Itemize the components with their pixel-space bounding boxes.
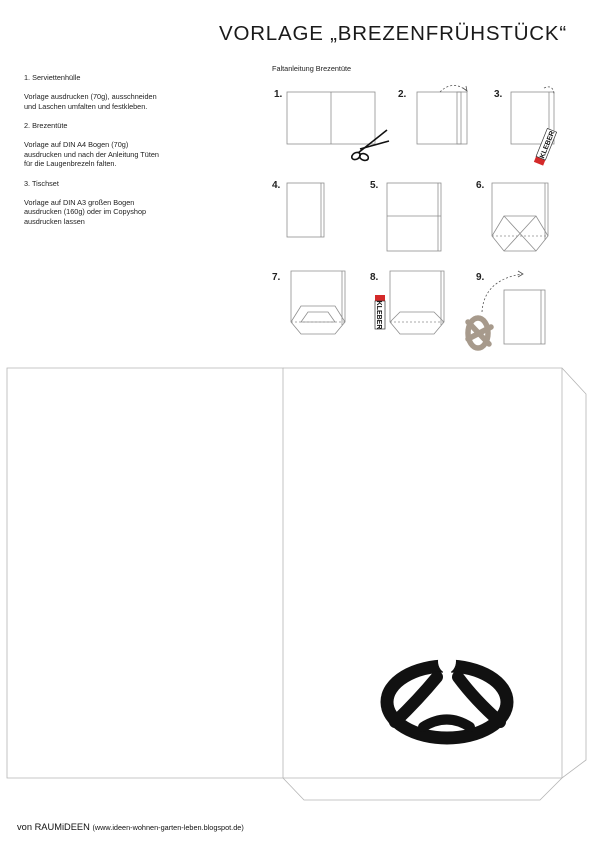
napkin-sleeve-template [7, 368, 586, 800]
pretzel-logo-icon [387, 649, 507, 738]
step-6-sheet [492, 183, 548, 251]
step-number-4: 4. [272, 180, 281, 191]
footer-brand: RAUMiDEEN [34, 822, 90, 832]
scissors-icon [351, 130, 389, 162]
step-9-bag [482, 271, 545, 344]
footer-url[interactable]: (www.ideen-wohnen-garten-leben.blogspot.de) [92, 823, 244, 832]
step-number-2: 2. [398, 89, 407, 100]
glue-stick-icon [375, 295, 385, 329]
pretzel-icon [468, 318, 491, 348]
instruction-heading: 2. Brezentüte [24, 120, 68, 130]
glue-label: KLEBER [375, 300, 382, 330]
instruction-body: Vorlage auf DIN A3 großen Bogen ausdrucken (160g) oder im Copyshop ausdrucken lassen [24, 197, 147, 226]
page-title: VORLAGE „BREZENFRÜHSTÜCK“ [218, 22, 567, 45]
instruction-heading: 1. Serviettenhülle [24, 73, 81, 82]
step-7-sheet [291, 271, 345, 334]
step-number-5: 5. [370, 180, 379, 191]
step-number-7: 7. [272, 272, 281, 283]
step-2-sheet [417, 85, 467, 144]
step-number-9: 9. [476, 272, 485, 283]
step-8-sheet [390, 271, 444, 334]
footer-brand-prefix: von [17, 822, 35, 832]
step-number-8: 8. [370, 272, 379, 283]
footer [17, 822, 244, 832]
step-number-6: 6. [476, 180, 485, 191]
step-number-1: 1. [274, 89, 283, 100]
step-number-3: 3. [494, 89, 503, 100]
fold-guide-title: Faltanleitung Brezentüte [272, 64, 352, 73]
glue-label: KLEBER [539, 130, 557, 160]
instruction-body: Vorlage auf DIN A4 Bogen (70g) ausdrucken und nach der Anleitung Tüten für die Laugenbrezeln falten. [24, 140, 159, 169]
step-5-sheet [387, 183, 441, 251]
step-4-sheet [287, 183, 324, 237]
instruction-heading: 3. Tischset [24, 178, 59, 188]
step-1-sheet [287, 92, 375, 144]
instruction-body: Vorlage ausdrucken (70g), ausschneiden und Laschen umfalten und festkleben. [24, 92, 157, 111]
glue-stick-icon [534, 128, 557, 165]
